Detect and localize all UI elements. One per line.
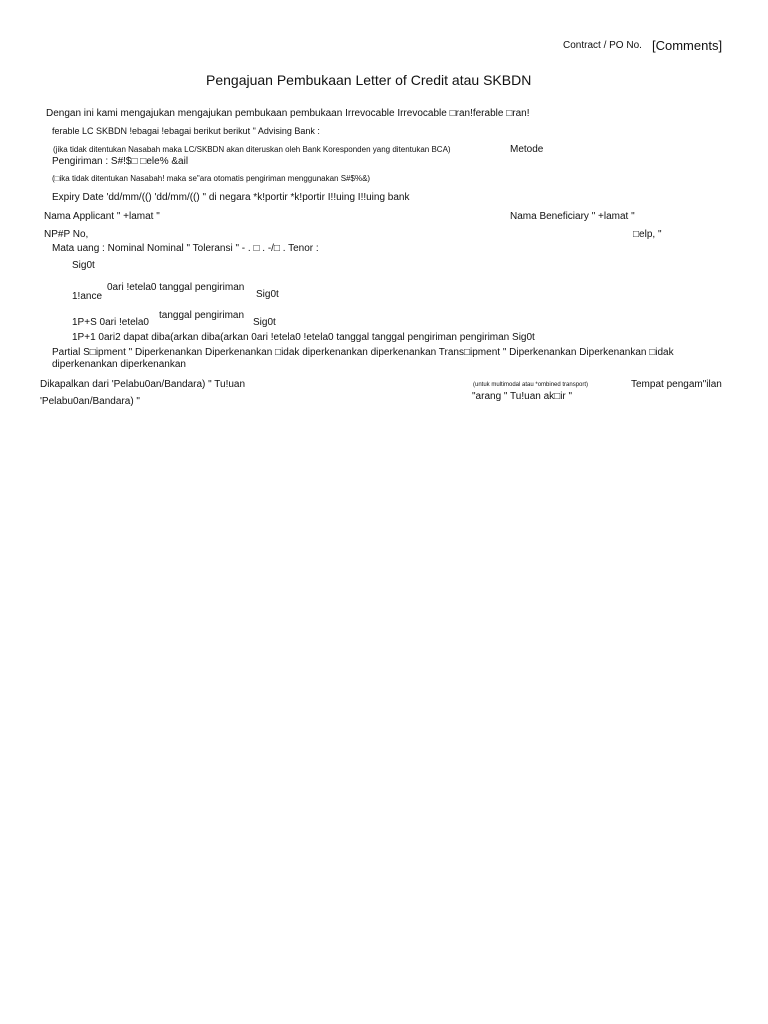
- comments-field[interactable]: [Comments]: [652, 38, 723, 53]
- sight-option: Sig0t: [72, 260, 95, 271]
- partial-shipment-line: Partial S□ipment " Diperkenankan Diperkenankan □idak diperkenankan diperkenankan Trans□ipment " Diperkenankan Diperkenankan □idak diperkenankan diperkenankan: [52, 347, 674, 370]
- intro-line-2: ferable LC SKBDN !ebagai !ebagai berikut berikut " Advising Bank :: [52, 126, 320, 136]
- usance-note: 0ari !etela0 tanggal pengiriman: [107, 282, 245, 293]
- final-destination-field: "arang " Tu!uan ak□ir ": [472, 391, 573, 402]
- advising-bank-note: (jika tidak ditentukan Nasabah maka LC/SKBDN akan diteruskan oleh Bank Koresponden yang ditentukan BCA): [53, 145, 451, 154]
- ps-note: tanggal pengiriman: [159, 310, 245, 321]
- ps-sight: Sig0t: [253, 317, 276, 328]
- beneficiary-field: Nama Beneficiary " +lamat ": [510, 211, 635, 222]
- pengiriman-field: Pengiriman : S#!$□ □ele% &ail: [52, 156, 189, 167]
- currency-nominal-field: Mata uang : Nominal Nominal " Toleransi " - . □ . -/□ . Tenor :: [52, 243, 319, 254]
- contract-po-label: Contract / PO No.: [563, 40, 642, 51]
- port-of-loading-field: Dikapalkan dari 'Pelabu0an/Bandara) " Tu!uan: [40, 379, 246, 390]
- port-of-discharge-field: 'Pelabu0an/Bandara) ": [40, 396, 140, 407]
- expiry-date-field: Expiry Date 'dd/mm/(() 'dd/mm/(() " di negara *k!portir *k!portir I!!uing I!!uing bank: [52, 192, 410, 203]
- applicant-field: Nama Applicant " +lamat ": [44, 211, 160, 222]
- multimodal-note: (untuk multimodal atau *ombined transport): [473, 382, 589, 388]
- ps-label: 1P+S 0ari !etela0: [72, 317, 149, 328]
- usance-sight: Sig0t: [256, 289, 279, 300]
- metode-label: Metode: [510, 144, 544, 155]
- npwp-field: NP#P No,: [44, 229, 89, 240]
- place-of-receipt-label: Tempat pengam"ilan: [631, 379, 722, 390]
- page-title: Pengajuan Pembukaan Letter of Credit atau SKBDN: [206, 72, 532, 88]
- telp-field: □elp, ": [633, 229, 662, 240]
- usance-label: 1!ance: [72, 291, 103, 302]
- swift-note: (□ika tidak ditentukan Nasabah! maka se"ara otomatis pengiriman menggunakan S#$%&): [52, 174, 371, 183]
- deferred-payment-line: 1P+1 0ari2 dapat diba(arkan diba(arkan 0ari !etela0 !etela0 tanggal tanggal pengiriman pengiriman Sig0t: [72, 332, 535, 343]
- intro-line-1: Dengan ini kami mengajukan mengajukan pembukaan pembukaan Irrevocable Irrevocable □ran!ferable □ran!: [46, 108, 530, 119]
